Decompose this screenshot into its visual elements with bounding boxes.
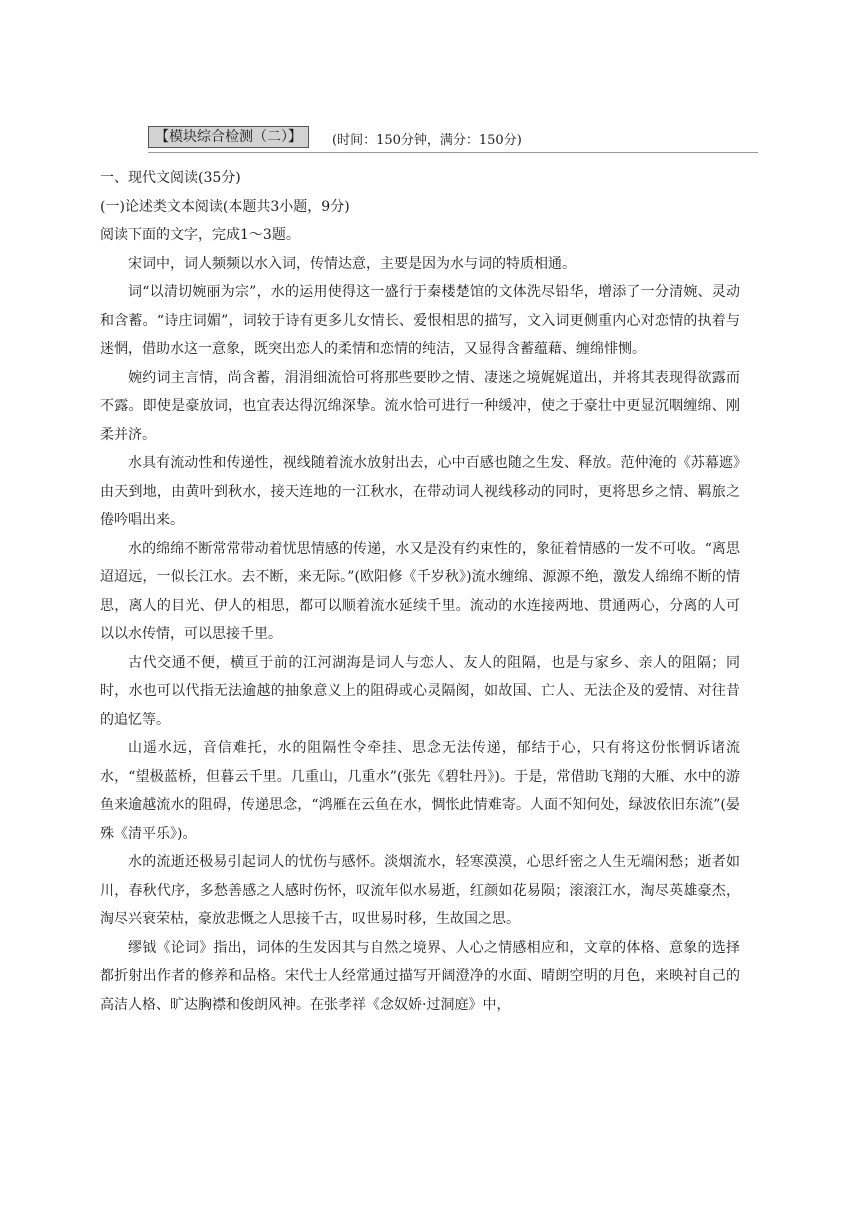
paragraph: 宋词中，词人频频以水入词，传情达意，主要是因为水与词的特质相通。 bbox=[128, 255, 576, 272]
reading-instruction: 阅读下面的文字，完成1～3题。 bbox=[100, 227, 300, 243]
paragraph: 水具有流动性和传递性，视线随着流水放射出去，心中百感也随之生发、释放。范仲淹的《苏幕遮》由天到地，由黄叶到秋水，接天连地的一江秋水，在带动词人视线移动的同时，更将思乡之情、羁旅之倦吟唱出来。 bbox=[100, 455, 740, 528]
document-body bbox=[100, 164, 740, 1019]
paragraph: 词“以清切婉丽为宗”，水的运用使得这一盛行于秦楼楚馆的文体洗尽铅华，增添了一分清婉、灵动和含蓄。“诗庄词媚”，词较于诗有更多儿女情长、爱恨相思的描写，文入词更侧重内心对恋情的执着与迷惘，借助水这一意象，既突出恋人的柔情和恋情的纯洁，又显得含蓄蕴藉、缠绵悱恻。 bbox=[100, 284, 740, 357]
paragraph: 婉约词主言情，尚含蓄，涓涓细流恰可将那些要眇之情、凄迷之境娓娓道出，并将其表现得欲露而不露。即使是豪放词，也宜表达得沉绵深挚。流水恰可进行一种缓冲，使之于豪壮中更显沉咽缠绵、刚柔并济。 bbox=[100, 369, 740, 443]
paragraph: 水的流逝还极易引起词人的忧伤与感怀。淡烟流水，轻寒漠漠，心思纤密之人生无端闲愁；逝者如川，春秋代序，多愁善感之人感时伤怀，叹流年似水易逝，红颜如花易陨；滚滚江水，淘尽英雄豪杰，淘尽兴衰荣枯，豪放悲慨之人思接千古，叹世易时移，生故国之思。 bbox=[100, 854, 740, 927]
paragraph: 古代交通不便，横亘于前的江河湖海是词人与恋人、友人的阻隔，也是与家乡、亲人的阻隔；同时，水也可以代指无法逾越的抽象意义上的阻碍或心灵隔阂，如故国、亡人、无法企及的爱情、对往昔的追忆等。 bbox=[100, 654, 740, 728]
paragraph: 山遥水远，音信难托，水的阻隔性令牵挂、思念无法传递，郁结于心，只有将这份怅惘诉诸流水，“望极蓝桥，但暮云千里。几重山，几重水”(张先《碧牡丹》)。于是，常借助飞翔的大雁、水中的游鱼来逾越流水的阻碍，传递思念，“鸿雁在云鱼在水，惆怅此情难寄。人面不知何处，绿波依旧东流”(晏殊《清平乐》)。 bbox=[100, 740, 740, 842]
page-header bbox=[148, 126, 758, 153]
section-title: 一、现代文阅读(35分) bbox=[100, 170, 241, 186]
exam-time-info: (时间：150分钟，满分：150分) bbox=[332, 133, 522, 148]
paragraph: 水的绵绵不断常常带动着忧思情感的传递，水又是没有约束性的，象征着情感的一发不可收。“离思迢迢远，一似长江水。去不断，来无际。”(欧阳修《千岁秋》)流水缠绵、源源不绝，激发人绵绵不断的情思，离人的目光、伊人的相思，都可以顺着流水延续千里。流动的水连接两地、贯通两心，分离的人可以以水传情，可以思接千里。 bbox=[100, 540, 740, 642]
paragraph: 缪钺《论词》指出，词体的生发因其与自然之境界、人心之情感相应和，文章的体格、意象的选择都折射出作者的修养和品格。宋代士人经常通过描写开阔澄净的水面、晴朗空明的月色，来映衬自己的高洁人格、旷达胸襟和俊朗风神。在张孝祥《念奴娇·过洞庭》中， bbox=[100, 939, 740, 1013]
module-badge: 【模块综合检测（二）】 bbox=[148, 126, 309, 148]
subsection-title: (一)论述类文本阅读(本题共3小题，9分) bbox=[100, 198, 350, 215]
